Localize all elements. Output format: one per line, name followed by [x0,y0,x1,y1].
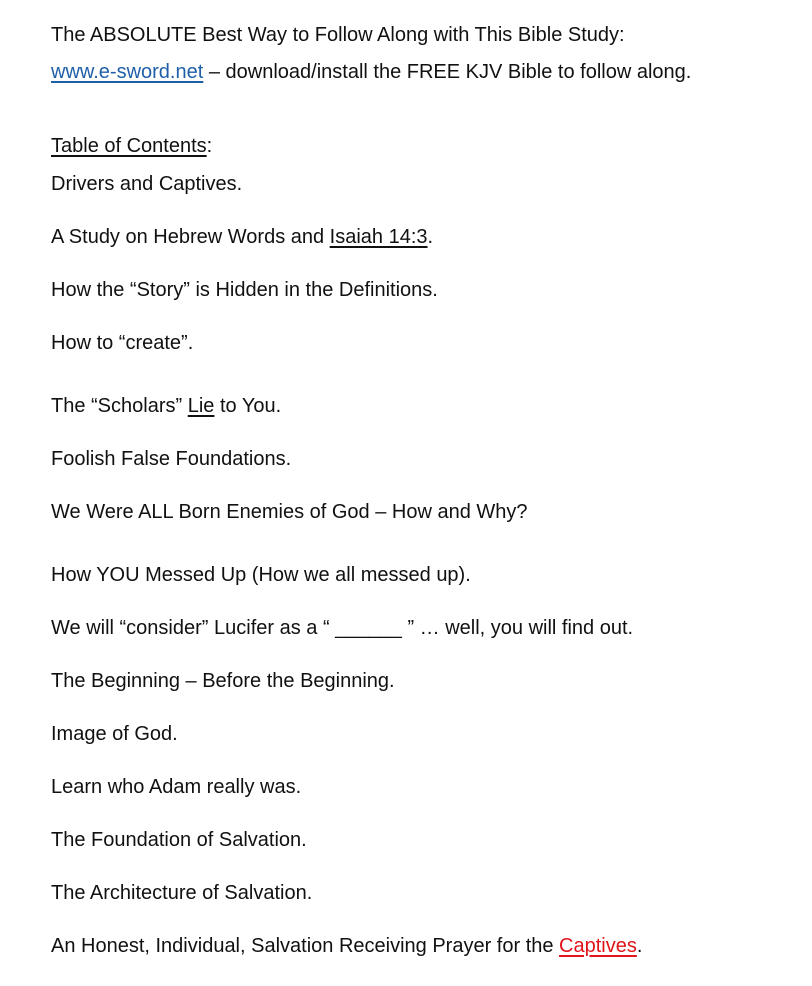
toc-item-prefix: The “Scholars” [51,395,188,417]
toc-item-text: How the “Story” is Hidden in the Definitions. [51,279,438,301]
toc-item-15 [51,934,642,958]
toc-item-6 [51,447,291,471]
toc-item-prefix: An Honest, Individual, Salvation Receiving Prayer for the [51,935,560,957]
captives-highlight: Captives [559,935,637,957]
toc-item-text: The Foundation of Salvation. [51,829,307,851]
toc-title [51,134,212,158]
toc-item-3 [51,278,438,302]
toc-item-text: Foolish False Foundations. [51,448,292,470]
toc-item-text: We Were ALL Born Enemies of God – How and Why? [51,501,528,523]
toc-item-12 [51,775,301,799]
toc-item-text: How to “create”. [51,332,194,354]
toc-item-8 [51,563,471,587]
toc-item-13 [51,828,307,852]
toc-item-11 [51,722,178,746]
intro-link-line [51,60,691,84]
toc-item-text: Learn who Adam really was. [51,776,302,798]
toc-item-10 [51,669,395,693]
esword-link[interactable]: www.e-sword.net [51,61,204,83]
intro-heading-text: The ABSOLUTE Best Way to Follow Along with This Bible Study: [51,24,625,46]
toc-item-text: The Architecture of Salvation. [51,882,313,904]
intro-link-suffix: – download/install the FREE KJV Bible to follow along. [203,61,692,83]
isaiah-reference: Isaiah 14:3 [329,226,428,248]
toc-item-suffix: . [427,226,434,248]
toc-title-colon: : [206,135,213,157]
toc-item-5 [51,394,281,418]
toc-item-1 [51,172,242,196]
toc-item-text: We will “consider” Lucifer as a “ ______ ” … well, you will find out. [51,617,634,639]
toc-item-text: How YOU Messed Up (How we all messed up). [51,564,471,586]
toc-item-text: Image of God. [51,723,178,745]
toc-item-prefix: A Study on Hebrew Words and [51,226,330,248]
toc-item-text: The Beginning – Before the Beginning. [51,670,395,692]
toc-title-text: Table of Contents [51,135,207,157]
intro-heading [51,23,625,47]
toc-item-4 [51,331,193,355]
lie-word: Lie [187,395,215,417]
toc-item-2 [51,225,433,249]
toc-item-suffix: to You. [214,395,282,417]
toc-item-text: Drivers and Captives. [51,173,243,195]
toc-item-suffix: . [636,935,643,957]
toc-item-14 [51,881,312,905]
toc-item-9 [51,616,633,640]
toc-item-7 [51,500,528,524]
